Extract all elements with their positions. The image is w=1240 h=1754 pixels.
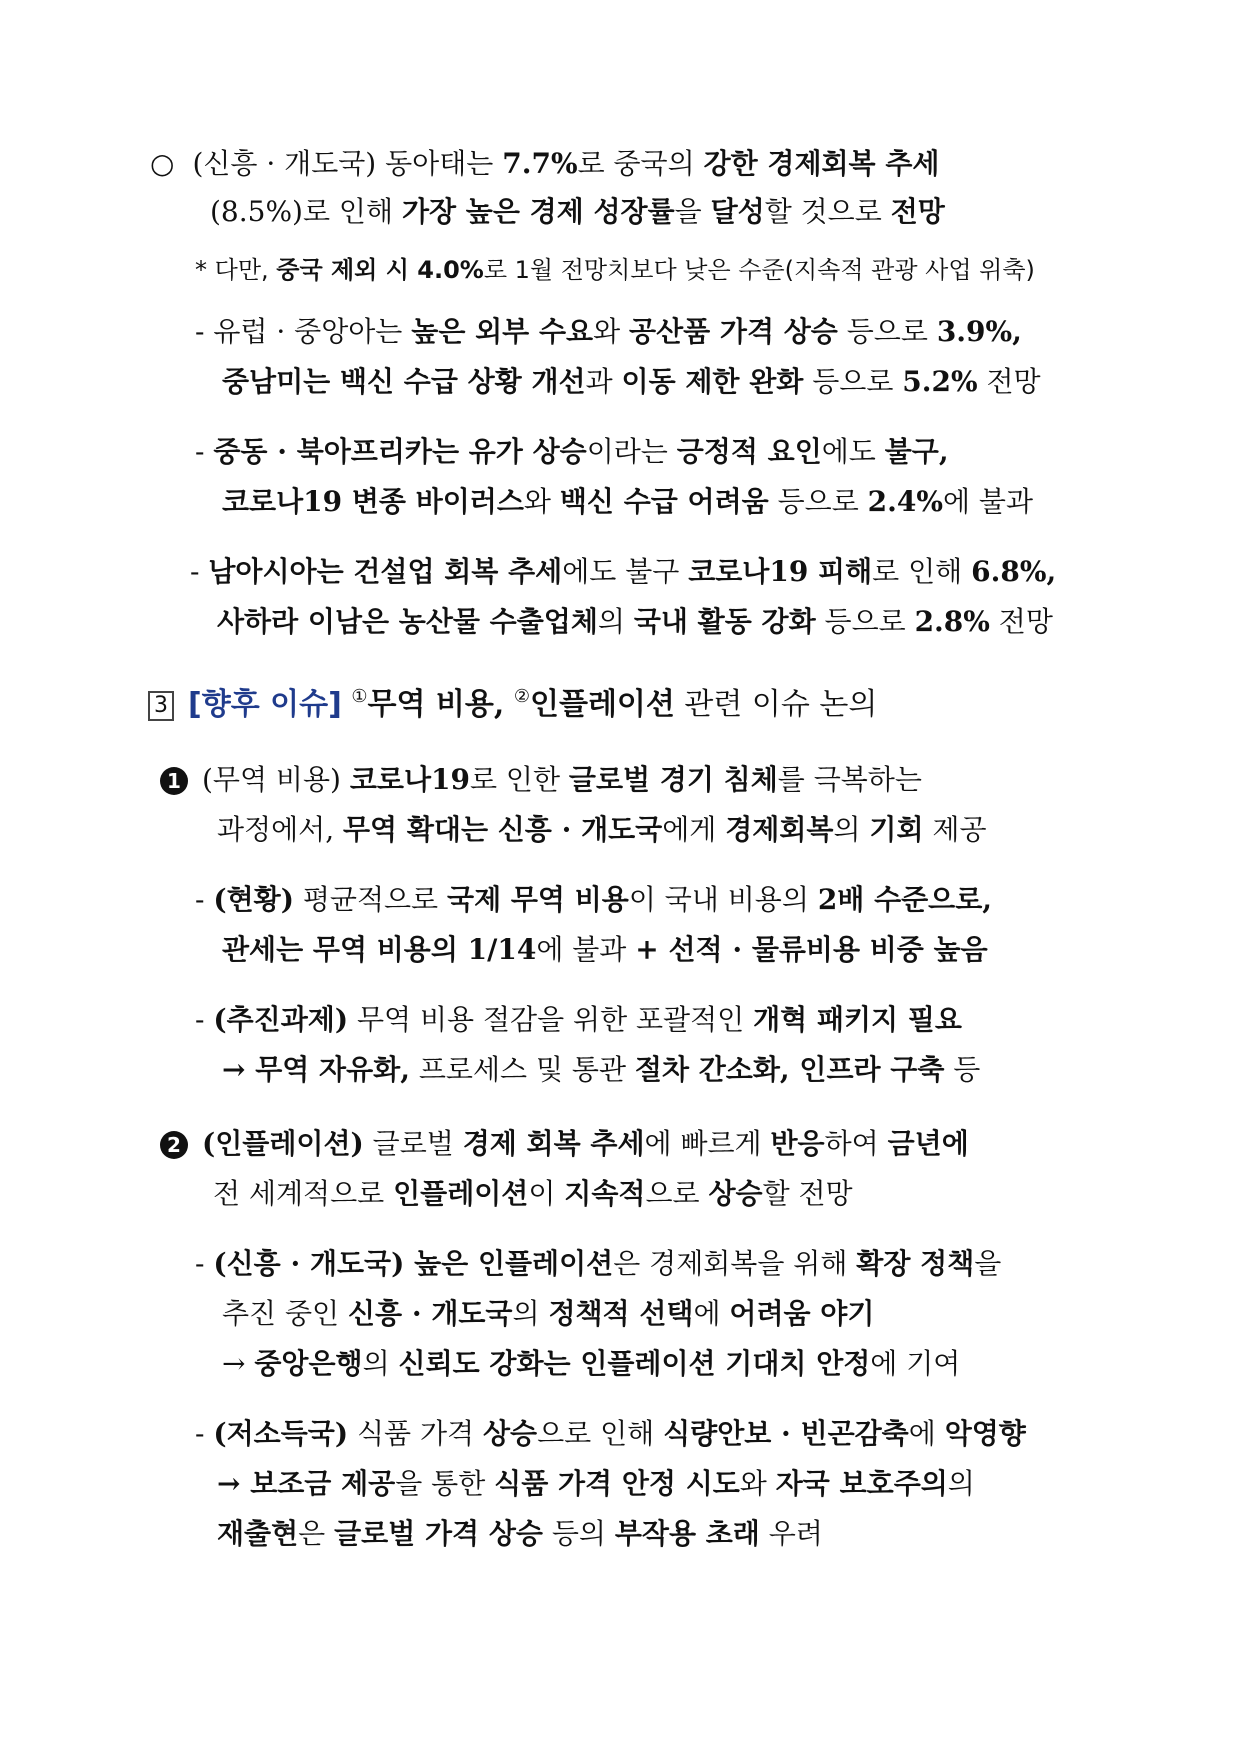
trade-line1: 1 (무역 비용) 코로나19로 인한 글로벌 경기 침체를 극복하는 xyxy=(160,766,922,795)
trade-current-line1: - (현황) 평균적으로 국제 무역 비용이 국내 비용의 2배 수준으로, xyxy=(195,883,993,916)
inflation-line1: 2 (인플레이션) 글로벌 경제 회복 추세에 빠르게 반응하여 금년에 xyxy=(160,1130,969,1159)
section3-header: 3 [향후 이슈] ①무역 비용, ②인플레이션 관련 이슈 논의 xyxy=(148,688,877,721)
trade-tasks-line2: → 무역 자유화, 프로세스 및 통관 절차 간소화, 인프라 구축 등 xyxy=(222,1053,981,1086)
number-1-icon: 1 xyxy=(160,767,188,795)
trade-tasks-line1: - (추진과제) 무역 비용 절감을 위한 포괄적인 개혁 패키지 필요 xyxy=(195,1003,962,1036)
inflation-line2: 전 세계적으로 인플레이션이 지속적으로 상승할 전망 xyxy=(213,1177,853,1210)
emerging-bullet-line1: ○ (신흥 · 개도국) 동아태는 7.7%로 중국의 강한 경제회복 추세 xyxy=(150,147,940,180)
inflation-emerging-line1: - (신흥 · 개도국) 높은 인플레이션은 경제회복을 위해 확장 정책을 xyxy=(195,1247,1002,1280)
number-2-icon: 2 xyxy=(160,1131,188,1159)
emerging-bullet-line2: (8.5%)로 인해 가장 높은 경제 성장률을 달성할 것으로 전망 xyxy=(210,195,945,228)
inflation-emerging-line2: 추진 중인 신흥 · 개도국의 정책적 선택에 어려움 야기 xyxy=(222,1297,875,1330)
southasia-line1: - 남아시아는 건설업 회복 추세에도 불구 코로나19 피해로 인해 6.8%, xyxy=(190,555,1057,588)
southasia-line2: 사하라 이남은 농산물 수출업체의 국내 활동 강화 등으로 2.8% 전망 xyxy=(217,605,1053,638)
section-title: [향후 이슈] xyxy=(188,687,342,722)
inflation-lowincome-line3: 재출현은 글로벌 가격 상승 등의 부작용 초래 우려 xyxy=(217,1517,823,1550)
trade-line2: 과정에서, 무역 확대는 신흥 · 개도국에게 경제회복의 기회 제공 xyxy=(217,813,987,846)
inflation-lowincome-line1: - (저소득국) 식품 가격 상승으로 인해 식량안보 · 빈곤감축에 악영향 xyxy=(195,1417,1026,1450)
hollow-circle-bullet: ○ xyxy=(150,147,175,180)
mideast-line1: - 중동 · 북아프리카는 유가 상승이라는 긍정적 요인에도 불구, xyxy=(195,435,949,468)
china-note: * 다만, 중국 제외 시 4.0%로 1월 전망치보다 낮은 수준(지속적 관광 사업 위축) xyxy=(195,256,1035,284)
inflation-emerging-line3: → 중앙은행의 신뢰도 강화는 인플레이션 기대치 안정에 기여 xyxy=(222,1347,961,1380)
trade-current-line2: 관세는 무역 비용의 1/14에 불과 + 선적 · 물류비용 비중 높음 xyxy=(222,933,988,966)
europe-line1: - 유럽 · 중앙아는 높은 외부 수요와 공산품 가격 상승 등으로 3.9%, xyxy=(195,315,1022,348)
inflation-lowincome-line2: → 보조금 제공을 통한 식품 가격 안정 시도와 자국 보호주의의 xyxy=(217,1467,975,1500)
section-number-box: 3 xyxy=(148,691,174,721)
mideast-line2: 코로나19 변종 바이러스와 백신 수급 어려움 등으로 2.4%에 불과 xyxy=(222,485,1034,518)
europe-line2: 중남미는 백신 수급 상황 개선과 이동 제한 완화 등으로 5.2% 전망 xyxy=(222,365,1041,398)
